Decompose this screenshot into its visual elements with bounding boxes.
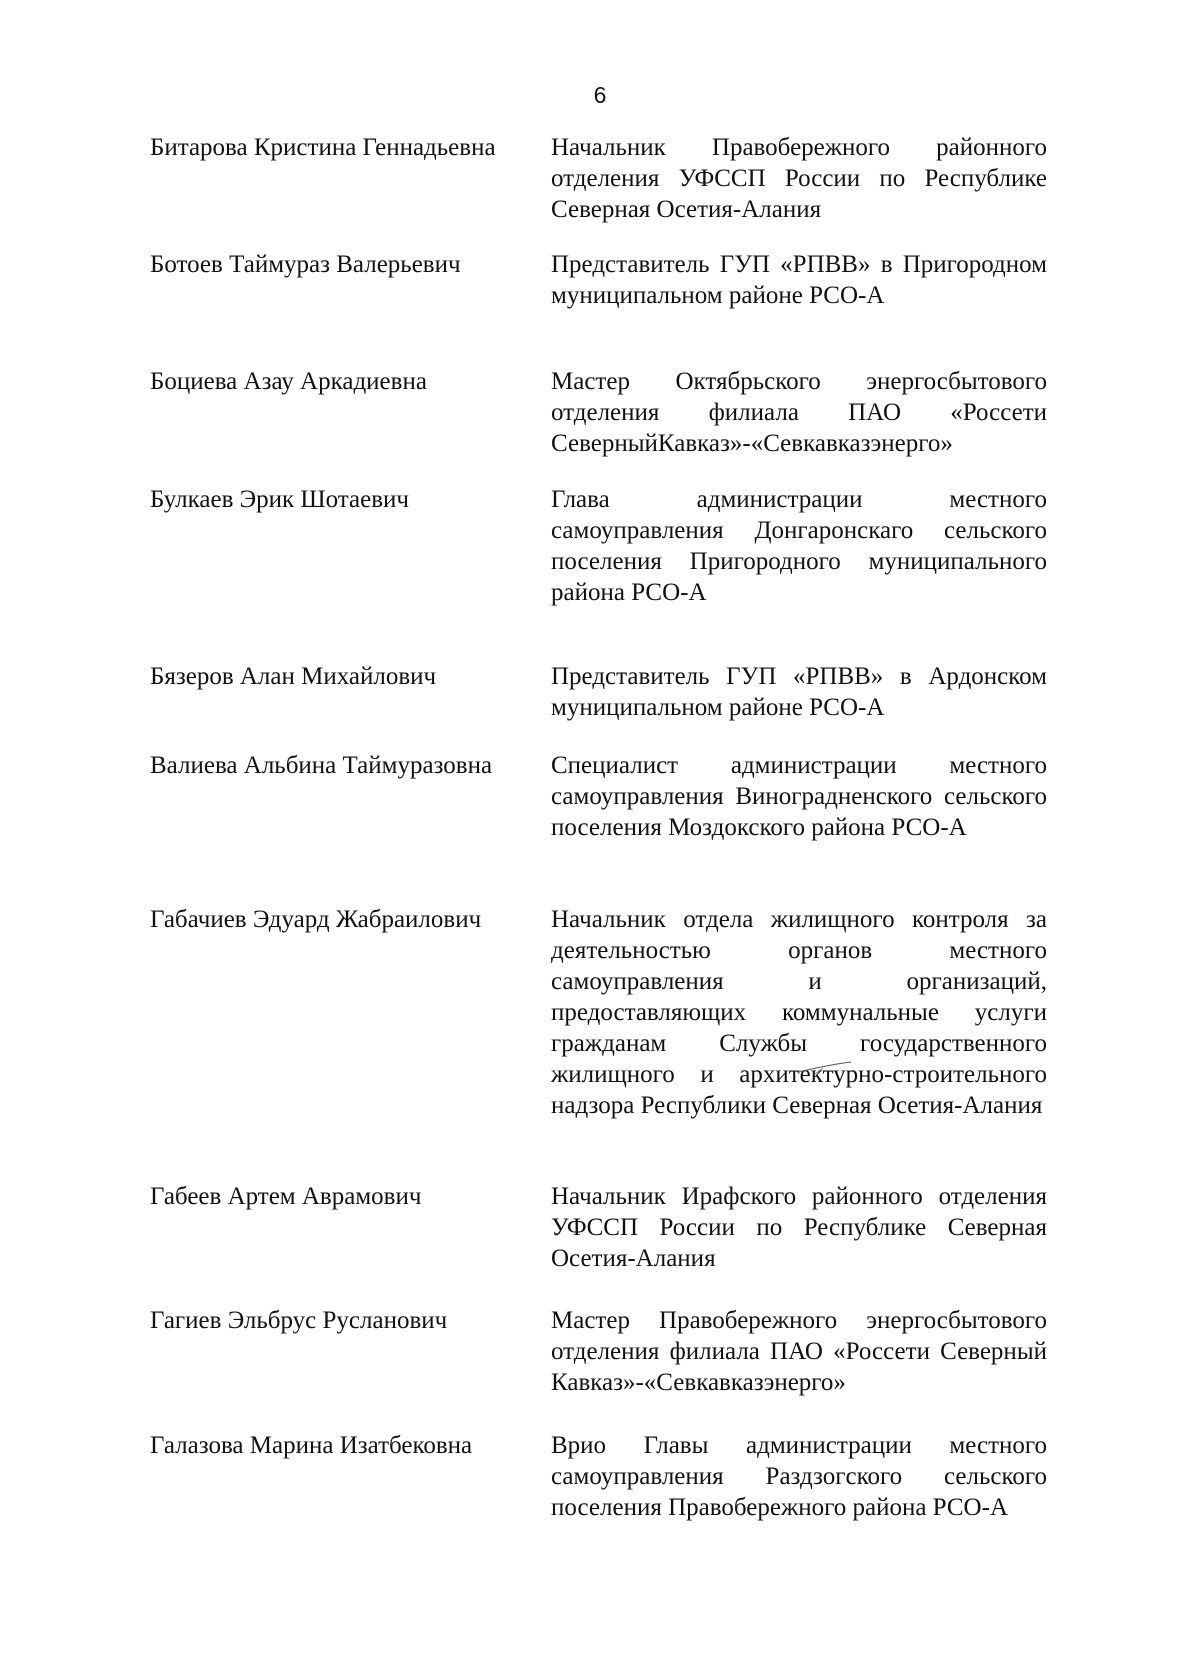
person-name: Булкаев Эрик Шотаевич (150, 486, 409, 513)
person-position: Врио Главы администрации местного самоуправления Раздзогского сельского поселения Правобережного района РСО-А (551, 1432, 1047, 1521)
person-position: Мастер Правобережного энергосбытового отделения филиала ПАО «Россети Северный Кавказ»-«Севкавказэнерго» (551, 1307, 1047, 1396)
person-name: Битарова Кристина Геннадьевна (150, 134, 496, 161)
person-name: Боциева Азау Аркадиевна (150, 368, 427, 395)
person-name: Ботоев Таймураз Валерьевич (150, 251, 461, 278)
person-position: Представитель ГУП «РПВВ» в Пригородном муниципальном районе РСО-А (551, 251, 1047, 309)
person-name: Габачиев Эдуард Жабраилович (150, 906, 482, 933)
person-position: Начальник отдела жилищного контроля за деятельностью органов местного самоуправления и организаций, предоставляющих коммунальные услуги гражданам Службы государственного жилищного и архитектурно-строительного надзора Республики Северная Осетия-Алания (551, 906, 1047, 1119)
person-name: Галазова Марина Изатбековна (150, 1432, 473, 1459)
person-position: Представитель ГУП «РПВВ» в Ардонском муниципальном районе РСО-А (551, 663, 1047, 721)
person-position: Начальник Правобережного районного отделения УФССП России по Республике Северная Осетия-Алания (551, 134, 1047, 223)
pen-stroke-mark (795, 1060, 855, 1076)
person-position: Глава администрации местного самоуправления Донгаронскаго сельского поселения Пригородного муниципального района РСО-А (551, 486, 1047, 606)
person-name: Бязеров Алан Михайлович (150, 663, 437, 690)
page-number: 6 (593, 82, 607, 108)
person-position: Мастер Октябрьского энергосбытового отделения филиала ПАО «Россети СеверныйКавказ»-«Севкавказэнерго» (551, 368, 1047, 457)
person-position: Начальник Ирафского районного отделения УФССП России по Республике Северная Осетия-Алания (551, 1183, 1047, 1272)
person-name: Габеев Артем Аврамович (150, 1183, 422, 1210)
person-name: Гагиев Эльбрус Русланович (150, 1307, 448, 1334)
person-name: Валиева Альбина Таймуразовна (150, 752, 493, 779)
person-position: Специалист администрации местного самоуправления Виноградненского сельского поселения Моздокского района РСО-А (551, 752, 1047, 841)
